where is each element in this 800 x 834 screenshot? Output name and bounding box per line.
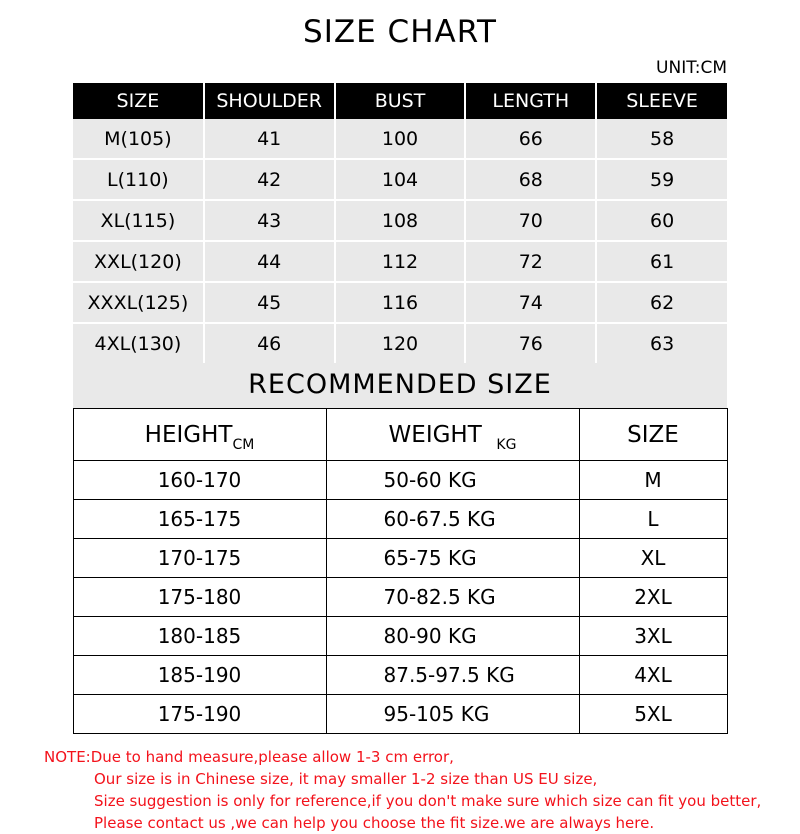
column-header-weight-unit: KG: [496, 436, 517, 453]
cell-size: 5XL: [634, 702, 672, 726]
size-chart-table: [73, 83, 727, 363]
cell-shoulder: 46: [204, 323, 335, 363]
cell-weight: 50-60 KG: [326, 461, 579, 500]
cell-size: L: [579, 500, 727, 539]
note-line: Our size is in Chinese size, it may smaller 1-2 size than US EU size,: [94, 770, 598, 788]
cell-height: 160-170: [73, 461, 326, 500]
recommended-size-table: [73, 408, 728, 734]
cell-height: 175-180: [73, 578, 326, 617]
cell-bust: 100: [335, 119, 466, 159]
table-header-row: [73, 409, 727, 461]
table-row: [73, 500, 727, 539]
page-title: SIZE CHART: [303, 14, 497, 50]
cell-length: 66: [465, 119, 596, 159]
cell-sleeve: 58: [596, 119, 727, 159]
cell-height: 170-175: [73, 539, 326, 578]
unit-label: UNIT:CM: [656, 58, 727, 78]
cell-size: 3XL: [579, 617, 727, 656]
cell-length: 70: [465, 200, 596, 241]
cell-size: 4XL(130): [73, 323, 204, 363]
column-header-size: SIZE: [73, 83, 204, 119]
notes-block: [44, 746, 800, 834]
table-row: [73, 695, 727, 734]
cell-bust: 116: [335, 282, 466, 323]
cell-height: 165-175: [73, 500, 326, 539]
column-header-sleeve: SLEEVE: [596, 83, 727, 119]
cell-shoulder: 44: [204, 241, 335, 282]
cell-size: L(110): [73, 159, 204, 200]
cell-sleeve: 59: [596, 159, 727, 200]
cell-sleeve: 62: [596, 282, 727, 323]
cell-sleeve: 60: [596, 200, 727, 241]
cell-length: 72: [465, 241, 596, 282]
cell-weight: 65-75 KG: [326, 539, 579, 578]
note-line: Please contact us ,we can help you choose the fit size.we are always here.: [94, 814, 655, 832]
cell-weight: 80-90 KG: [326, 617, 579, 656]
cell-size: XXL(120): [73, 241, 204, 282]
cell-length: 74: [465, 282, 596, 323]
table-row: [73, 578, 727, 617]
table-row: [73, 323, 727, 363]
cell-size: 2XL: [579, 578, 727, 617]
column-header-size: SIZE: [579, 409, 727, 461]
cell-height: 175-190: [73, 695, 326, 734]
cell-height: 185-190: [73, 656, 326, 695]
table-row: [73, 656, 727, 695]
cell-size: XL: [579, 539, 727, 578]
cell-size: M(105): [73, 119, 204, 159]
table-row: [73, 617, 727, 656]
cell-shoulder: 43: [204, 200, 335, 241]
cell-size: M: [579, 461, 727, 500]
cell-height: 180-185: [73, 617, 326, 656]
column-header-weight-label: WEIGHT: [388, 421, 482, 448]
cell-bust: 120: [335, 323, 466, 363]
cell-weight: 70-82.5 KG: [326, 578, 579, 617]
table-row: [73, 461, 727, 500]
cell-sleeve: 61: [596, 241, 727, 282]
table-row: [73, 282, 727, 323]
cell-length: 76: [465, 323, 596, 363]
cell-shoulder: 41: [204, 119, 335, 159]
cell-size: XL(115): [73, 200, 204, 241]
cell-bust: 108: [335, 200, 466, 241]
column-header-height-label: HEIGHT: [144, 421, 233, 448]
cell-bust: 104: [335, 159, 466, 200]
cell-size: XXXL(125): [73, 282, 204, 323]
note-line: NOTE:Due to hand measure,please allow 1-3 cm error,: [44, 748, 454, 766]
cell-length: 68: [465, 159, 596, 200]
cell-weight: 95-105 KG: [326, 695, 579, 734]
column-header-length: LENGTH: [465, 83, 596, 119]
table-row: [73, 159, 727, 200]
table-row: [73, 200, 727, 241]
cell-weight: 87.5-97.5 KG: [326, 656, 579, 695]
column-header-shoulder: SHOULDER: [204, 83, 335, 119]
column-header-bust: BUST: [335, 83, 466, 119]
note-line: Size suggestion is only for reference,if you don't make sure which size can fit you better,: [94, 792, 762, 810]
column-header-height-unit: CM: [232, 436, 255, 453]
column-header-height: [73, 409, 326, 461]
table-row: [73, 241, 727, 282]
recommended-size-banner: RECOMMENDED SIZE: [73, 363, 727, 408]
cell-bust: 112: [335, 241, 466, 282]
cell-shoulder: 45: [204, 282, 335, 323]
table-row: [73, 119, 727, 159]
cell-weight: 60-67.5 KG: [326, 500, 579, 539]
table-header-row: [73, 83, 727, 119]
cell-sleeve: 63: [596, 323, 727, 363]
table-row: [73, 539, 727, 578]
cell-size: 4XL: [579, 656, 727, 695]
cell-shoulder: 42: [204, 159, 335, 200]
column-header-weight: [326, 409, 579, 461]
